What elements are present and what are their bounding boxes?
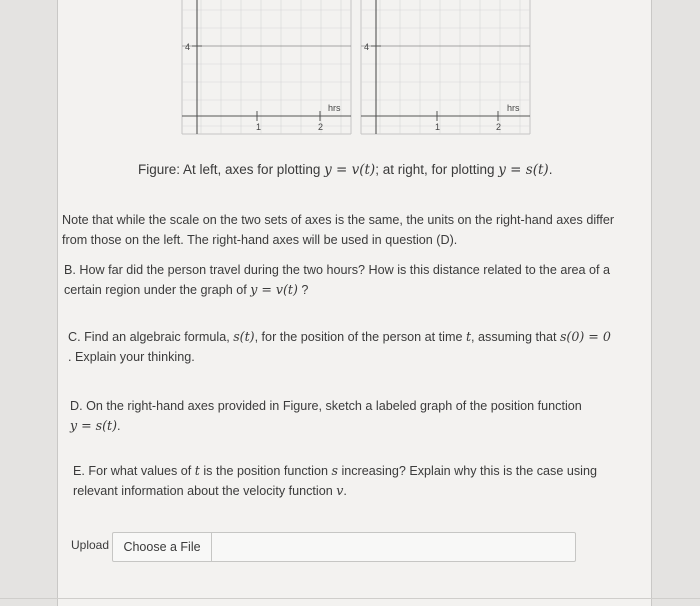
position-graph [360, 0, 532, 136]
upload-label: Upload [71, 538, 110, 552]
choose-file-button[interactable]: Choose a File [113, 533, 212, 561]
x-tick-label-1: 1 [256, 122, 262, 132]
x-tick-label-2: 2 [318, 122, 324, 132]
divider [0, 598, 700, 599]
question-panel [57, 0, 652, 606]
x-tick-label-1: 1 [435, 122, 441, 132]
figure-caption: Figure: At left, axes for plotting y = v(t); at right, for plotting y = s(t). [138, 162, 553, 178]
file-upload-input[interactable] [112, 532, 576, 562]
question-d: D. On the right-hand axes provided in Figure, sketch a labeled graph of the position function y = s(t). [70, 399, 582, 433]
velocity-graph [181, 0, 353, 136]
y-tick-label: 4 [185, 42, 191, 52]
instruction-note: Note that while the scale on the two sets of axes is the same, the units on the right-hand axes differ from those on the left. The right-hand axes will be used in question (D). [62, 213, 615, 247]
x-unit-label: hrs [328, 103, 341, 113]
y-tick-label: 4 [364, 42, 370, 52]
question-c: C. Find an algebraic formula, s(t), for the position of the person at time t, assuming that s(0) = 0 . Explain your thinking. [68, 329, 611, 364]
question-e: E. For what values of t is the position function s increasing? Explain why this is the case using relevant information about the velocity function v. [73, 463, 597, 498]
x-tick-label-2: 2 [496, 122, 502, 132]
question-b: B. How far did the person travel during the two hours? How is this distance related to the area of a certain region under the graph of y = v(t) ? [64, 263, 611, 297]
x-unit-label: hrs [507, 103, 520, 113]
